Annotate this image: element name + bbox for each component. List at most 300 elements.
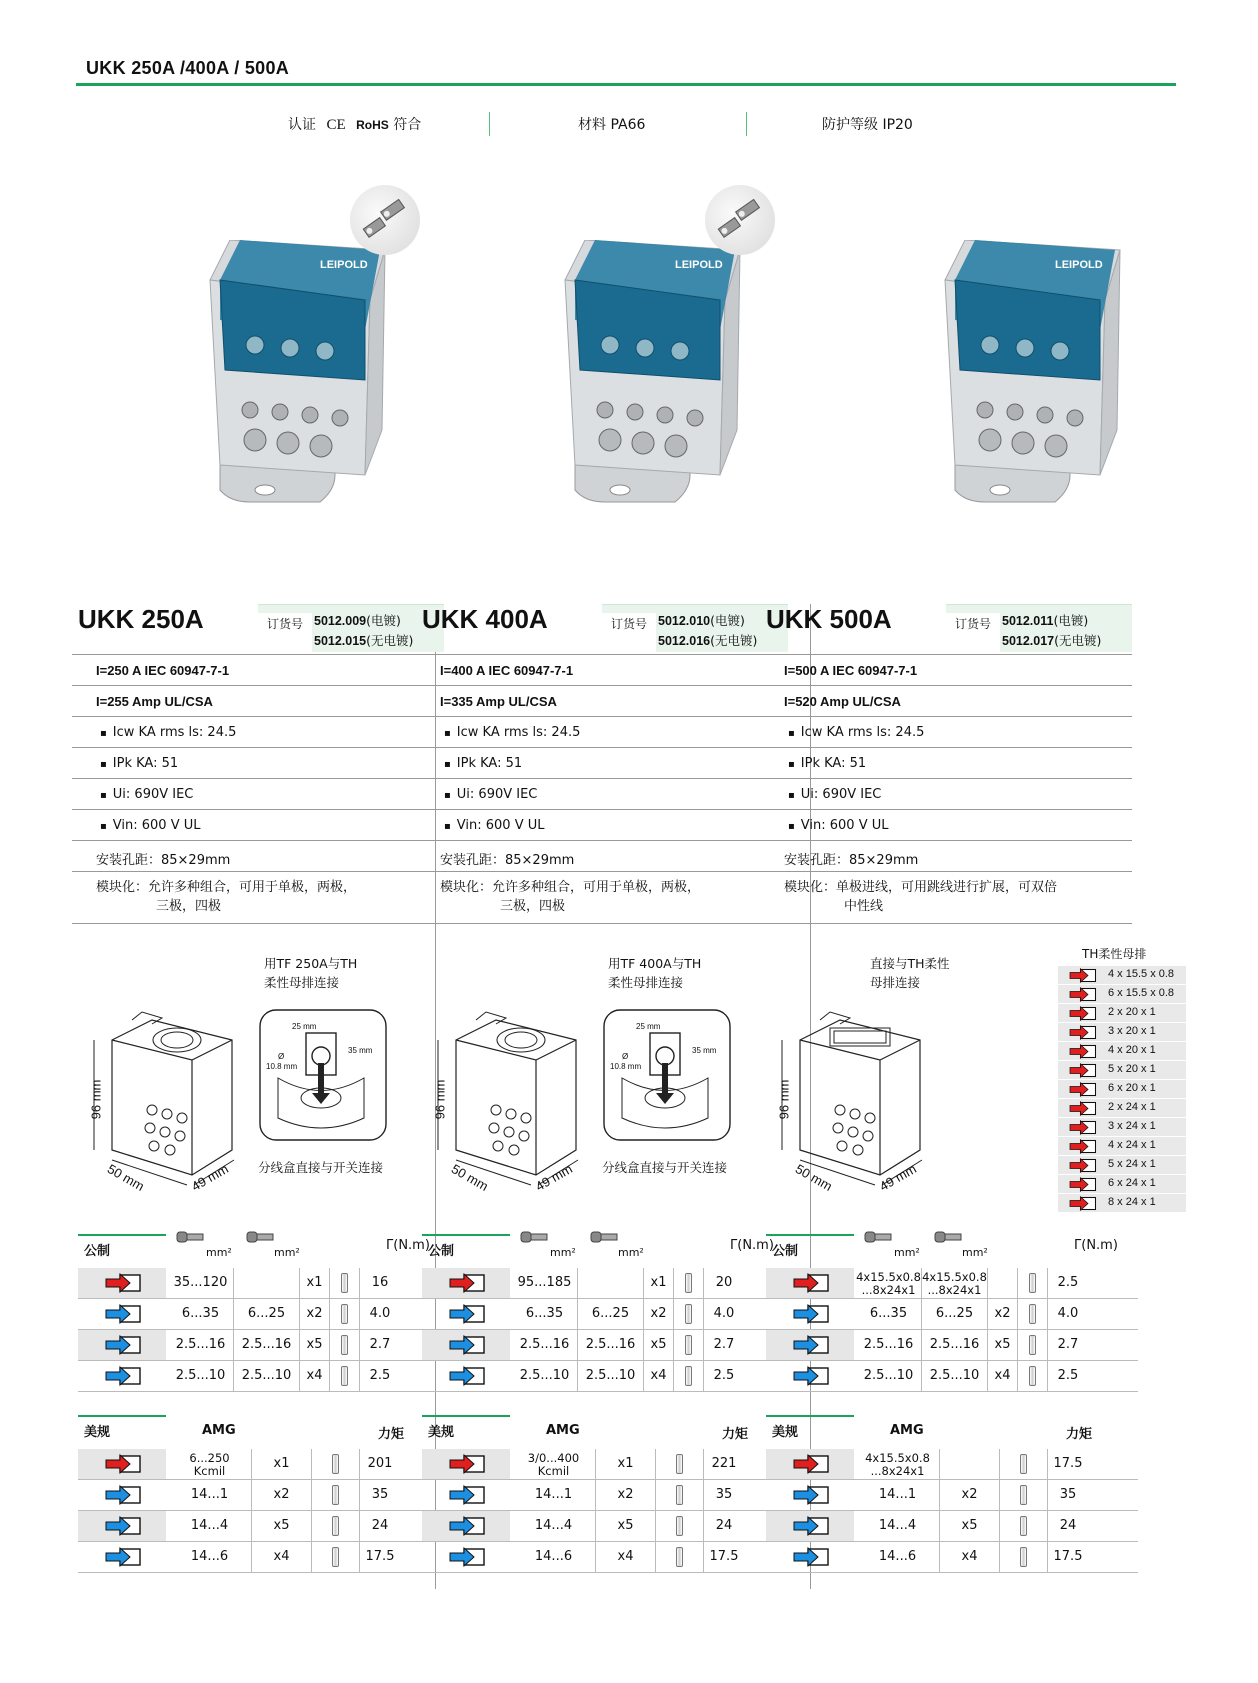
spec-modular-line: 模块化：允许多种组合，可用于单极，两极， [96, 880, 357, 895]
torque-cell: 24 [715, 1518, 733, 1533]
metric-label: 公制 [84, 1244, 111, 1259]
pin-icon [332, 1454, 339, 1474]
ce-mark: CE [326, 117, 346, 133]
metric-table-header [422, 1232, 794, 1268]
torque-cell: 24 [371, 1518, 389, 1533]
cross-section-b [234, 1330, 300, 1360]
cross-section-value: 35...120 [173, 1275, 228, 1290]
spec-modular-line: 三极，四极 [156, 899, 222, 914]
lug-height: 35 mm [348, 1046, 373, 1055]
order-code: 5012.017 [1002, 634, 1055, 648]
caption-line: 用TF 400A与TH [608, 956, 702, 971]
input-arrow-icon [78, 1449, 166, 1479]
metric-table-header [766, 1232, 1138, 1268]
dim-depth: 50 mm [792, 1161, 835, 1194]
us-row [766, 1449, 1138, 1480]
brand-label: LEIPOLD [320, 259, 368, 271]
output-arrow-icon [766, 1330, 854, 1360]
pin-cell [1000, 1480, 1048, 1510]
th-busbar-item [1058, 1004, 1186, 1023]
cert-label: 认证 [288, 117, 316, 133]
caption-line: 柔性母排连接 [264, 975, 340, 990]
spec-list [72, 654, 444, 924]
pin-cell [312, 1480, 360, 1510]
torque-cell: 2.7 [713, 1337, 735, 1352]
screw-icon [176, 1230, 206, 1247]
metric-row [422, 1299, 794, 1330]
th-busbar-item [1058, 1175, 1186, 1194]
torque-cell: 20 [715, 1275, 733, 1290]
spec-mount: 安装孔距：85×29mm [760, 841, 1132, 872]
cross-section-value: 2.5...16 [175, 1337, 226, 1352]
dim-width: 49 mm [876, 1161, 919, 1194]
output-arrow-icon [766, 1299, 854, 1329]
torque-cell: 2.7 [369, 1337, 391, 1352]
metric-table-header [78, 1232, 450, 1268]
spec-ipk [760, 748, 1132, 779]
dimension-drawing [426, 1000, 586, 1194]
output-arrow-icon [766, 1361, 854, 1391]
cross-section-value: 95...185 [517, 1275, 572, 1290]
cross-section-value: ...8x24x1 [861, 1283, 916, 1297]
pin-icon [1029, 1273, 1036, 1293]
metric-row [78, 1330, 450, 1361]
order-note: (无电镀) [1054, 633, 1102, 648]
pin-cell [330, 1361, 360, 1391]
th-busbar-size: 4 x 24 x 1 [1108, 1139, 1156, 1151]
us-table-header [78, 1413, 450, 1449]
input-arrow-icon [422, 1268, 510, 1298]
pin-cell [312, 1542, 360, 1572]
awg-value: 14...4 [534, 1518, 573, 1533]
cross-section-b [578, 1361, 644, 1391]
model-title: UKK 500A [766, 604, 892, 634]
spec-ul: I=255 Amp UL/CSA [72, 686, 444, 717]
output-arrow-icon [78, 1542, 166, 1572]
us-row [422, 1480, 794, 1511]
spec-icw [760, 717, 1132, 748]
spec-ipk-text: IPk KA: 51 [800, 756, 867, 771]
th-busbar-size: 8 x 24 x 1 [1108, 1196, 1156, 1208]
count-cell: x1 [596, 1449, 656, 1479]
output-arrow-icon [766, 1511, 854, 1541]
th-busbar-item [1058, 985, 1186, 1004]
awg-cell [512, 1511, 596, 1541]
order-label: 订货号 [602, 613, 656, 653]
pin-cell [312, 1449, 360, 1479]
pin-cell [1018, 1268, 1048, 1298]
order-code: 5012.010 [658, 614, 711, 628]
th-busbar-item [1058, 1194, 1186, 1213]
input-arrow-icon [1064, 1196, 1100, 1215]
us-row [766, 1542, 1138, 1573]
amg-label: AMG [546, 1423, 580, 1438]
metric-row [766, 1299, 1138, 1330]
pin-cell [656, 1480, 704, 1510]
amg-label: AMG [202, 1423, 236, 1438]
diagram-caption [264, 954, 357, 992]
unit-label: mm² [550, 1246, 576, 1259]
product-photo [170, 240, 390, 510]
spec-icw [416, 717, 788, 748]
th-busbar-title: TH柔性母排 [1082, 947, 1147, 961]
torque-label: Γ(N.m) [386, 1238, 430, 1253]
spec-vin-text: Vin: 600 V UL [800, 818, 889, 833]
cross-section-b [234, 1361, 300, 1391]
awg-cell [168, 1542, 252, 1572]
dim-width: 49 mm [532, 1161, 575, 1194]
pin-icon [1020, 1516, 1027, 1536]
pin-cell [674, 1299, 704, 1329]
order-note: (电镀) [1053, 613, 1089, 628]
order-box [602, 604, 788, 652]
torque-cell: 201 [367, 1456, 393, 1471]
torque-cell: 221 [711, 1456, 737, 1471]
torque-cell: 17.5 [365, 1549, 395, 1564]
diagram-caption: 分线盒直接与开关连接 [602, 1160, 728, 1175]
count-cell: x5 [596, 1511, 656, 1541]
awg-cell [856, 1511, 940, 1541]
header-rule [78, 1234, 166, 1236]
pin-icon [676, 1454, 683, 1474]
header-rule [766, 1234, 854, 1236]
pin-cell [1000, 1511, 1048, 1541]
pin-icon [1029, 1335, 1036, 1355]
cross-section-b [234, 1299, 300, 1329]
torque-cell: 4.0 [713, 1306, 735, 1321]
screw-icon [934, 1230, 964, 1247]
count-cell: x2 [596, 1480, 656, 1510]
count-cell: x4 [596, 1542, 656, 1572]
th-busbar-item [1058, 1042, 1186, 1061]
dimension-drawing [82, 1000, 242, 1194]
header-rule [78, 1415, 166, 1417]
product-photo [905, 240, 1125, 510]
pin-cell [1018, 1361, 1048, 1391]
pin-icon [341, 1366, 348, 1386]
spec-list [760, 654, 1132, 924]
pin-cell [330, 1299, 360, 1329]
metric-row [766, 1361, 1138, 1392]
count-cell: x1 [644, 1268, 674, 1298]
brand-label: LEIPOLD [675, 259, 723, 271]
pin-cell [1018, 1330, 1048, 1360]
cable-lug-icon [350, 185, 420, 255]
caption-line: 直接与TH柔性 [870, 956, 950, 971]
cross-section-value: 4x15.5x0.8 [856, 1270, 921, 1284]
awg-value: 4x15.5x0.8 [865, 1451, 930, 1465]
output-arrow-icon [422, 1361, 510, 1391]
awg-value: Kcmil [537, 1464, 570, 1478]
metric-label: 公制 [428, 1244, 455, 1259]
output-arrow-icon [422, 1330, 510, 1360]
th-busbar-item [1058, 1099, 1186, 1118]
cross-section-value: 2.5...16 [863, 1337, 914, 1352]
screw-icon [864, 1230, 894, 1247]
pin-icon [1029, 1366, 1036, 1386]
input-arrow-icon [766, 1449, 854, 1479]
us-row [78, 1511, 450, 1542]
awg-value: Kcmil [193, 1464, 226, 1478]
awg-value: 14...6 [534, 1549, 573, 1564]
th-busbar-size: 6 x 15.5 x 0.8 [1108, 987, 1175, 999]
th-busbar-size: 3 x 24 x 1 [1108, 1120, 1156, 1132]
count-cell: x4 [988, 1361, 1018, 1391]
cross-section-value: 2.5...10 [929, 1368, 980, 1383]
spec-ul: I=335 Amp UL/CSA [416, 686, 788, 717]
page-title: UKK 250A /400A / 500A [86, 58, 290, 78]
us-row [422, 1542, 794, 1573]
us-row [766, 1480, 1138, 1511]
output-arrow-icon [422, 1542, 510, 1572]
awg-cell [856, 1449, 940, 1479]
order-note: (无电镀) [366, 633, 414, 648]
th-busbar-size: 2 x 24 x 1 [1108, 1101, 1156, 1113]
pin-icon [1020, 1485, 1027, 1505]
cross-section-b [578, 1268, 644, 1298]
cross-section-value: 2.5...16 [519, 1337, 570, 1352]
th-busbar-item [1058, 966, 1186, 985]
th-busbar-size: 6 x 24 x 1 [1108, 1177, 1156, 1189]
spec-modular [416, 872, 788, 924]
count-cell: x4 [252, 1542, 312, 1572]
count-cell: x5 [940, 1511, 1000, 1541]
torque-cell: 4.0 [369, 1306, 391, 1321]
output-arrow-icon [78, 1330, 166, 1360]
dim-width: 49 mm [188, 1161, 231, 1194]
spec-modular-line: 模块化：单极进线，可用跳线进行扩展，可双倍 [784, 880, 1058, 895]
pin-icon [341, 1335, 348, 1355]
pin-cell [674, 1330, 704, 1360]
us-table-header [422, 1413, 794, 1449]
torque-label: Γ(N.m) [1074, 1238, 1118, 1253]
unit-label: mm² [618, 1246, 644, 1259]
spec-modular-line: 模块化：允许多种组合，可用于单极，两极， [440, 880, 701, 895]
screw-icon [246, 1230, 276, 1247]
output-arrow-icon [78, 1299, 166, 1329]
th-busbar-size: 5 x 24 x 1 [1108, 1158, 1156, 1170]
pin-cell [674, 1361, 704, 1391]
torque-cell: 4.0 [1057, 1306, 1079, 1321]
awg-cell [168, 1511, 252, 1541]
spec-icw-text: Icw KA rms ls: 24.5 [800, 725, 925, 740]
cross-section-value: 2.5...10 [585, 1368, 636, 1383]
lug-width: 25 mm [636, 1022, 661, 1031]
spec-mount: 安装孔距：85×29mm [72, 841, 444, 872]
certification [288, 114, 421, 134]
metric-table [422, 1232, 794, 1392]
awg-value: 14...6 [190, 1549, 229, 1564]
lug-diameter: 10.8 mm [266, 1062, 298, 1071]
metric-table [78, 1232, 450, 1392]
cross-section-b [578, 1330, 644, 1360]
cross-section-value: 6...35 [181, 1306, 220, 1321]
dim-height: 96 mm [432, 1079, 448, 1120]
pin-icon [676, 1547, 683, 1567]
torque-cell: 35 [1059, 1487, 1077, 1502]
us-row [422, 1449, 794, 1480]
lug-connection-drawing [602, 1008, 732, 1147]
torque-cell: 2.7 [1057, 1337, 1079, 1352]
input-arrow-icon [78, 1268, 166, 1298]
pin-icon [332, 1516, 339, 1536]
spec-mount: 安装孔距：85×29mm [416, 841, 788, 872]
spec-ui [72, 779, 444, 810]
brand-label: LEIPOLD [1055, 259, 1103, 271]
cross-section-a [512, 1330, 578, 1360]
us-row [78, 1480, 450, 1511]
torque-cell: 2.5 [1057, 1275, 1079, 1290]
awg-value: 14...1 [190, 1487, 229, 1502]
lug-dia-symbol: Ø [278, 1052, 285, 1061]
th-busbar-size: 4 x 20 x 1 [1108, 1044, 1156, 1056]
awg-value: 6...250 [189, 1451, 230, 1465]
count-cell [940, 1449, 1000, 1479]
metric-row [766, 1330, 1138, 1361]
cross-section-b [234, 1268, 300, 1298]
cable-lug-icon [705, 185, 775, 255]
cross-section-a [856, 1299, 922, 1329]
spec-icw-text: Icw KA rms ls: 24.5 [112, 725, 237, 740]
cross-section-value: 2.5...16 [241, 1337, 292, 1352]
spec-separator [489, 112, 490, 136]
pin-cell [330, 1268, 360, 1298]
material: 材料 PA66 [578, 117, 646, 133]
pin-icon [1020, 1547, 1027, 1567]
awg-value: 14...6 [878, 1549, 917, 1564]
count-cell: x4 [300, 1361, 330, 1391]
metric-table [766, 1232, 1138, 1392]
spec-vin-text: Vin: 600 V UL [112, 818, 201, 833]
unit-label: mm² [962, 1246, 988, 1259]
count-cell: x2 [940, 1480, 1000, 1510]
cross-section-value: 6...35 [869, 1306, 908, 1321]
spec-ui [760, 779, 1132, 810]
metric-row [422, 1268, 794, 1299]
torque-label: 力矩 [1066, 1427, 1093, 1442]
unit-label: mm² [274, 1246, 300, 1259]
torque-cell: 2.5 [369, 1368, 391, 1383]
awg-value: ...8x24x1 [870, 1464, 925, 1478]
awg-cell [512, 1542, 596, 1572]
cross-section-a [856, 1361, 922, 1391]
dim-depth: 50 mm [448, 1161, 491, 1194]
awg-value: 3/0...400 [527, 1451, 580, 1465]
torque-cell: 17.5 [709, 1549, 739, 1564]
lug-dia-symbol: Ø [622, 1052, 629, 1061]
cross-section-value: 2.5...10 [241, 1368, 292, 1383]
output-arrow-icon [422, 1511, 510, 1541]
order-box [946, 604, 1132, 652]
order-codes [314, 611, 413, 651]
pin-cell [1000, 1542, 1048, 1572]
spec-vin [72, 810, 444, 841]
spec-ul: I=520 Amp UL/CSA [760, 686, 1132, 717]
cross-section-a [856, 1268, 922, 1298]
count-cell: x1 [252, 1449, 312, 1479]
awg-cell [512, 1449, 596, 1479]
pin-cell [656, 1542, 704, 1572]
spec-ipk [72, 748, 444, 779]
count-cell: x2 [300, 1299, 330, 1329]
count-cell [988, 1268, 1018, 1298]
protection: 防护等级 IP20 [822, 117, 913, 133]
output-arrow-icon [766, 1542, 854, 1572]
count-cell: x5 [988, 1330, 1018, 1360]
awg-value: 14...1 [878, 1487, 917, 1502]
dim-depth: 50 mm [104, 1161, 147, 1194]
input-arrow-icon [766, 1268, 854, 1298]
cross-section-b [922, 1330, 988, 1360]
diagram-caption [608, 954, 701, 992]
order-codes [1002, 611, 1101, 651]
th-busbar-item [1058, 1023, 1186, 1042]
pin-icon [685, 1304, 692, 1324]
header-rule [766, 1415, 854, 1417]
us-row [78, 1542, 450, 1573]
pin-icon [685, 1366, 692, 1386]
awg-cell [168, 1480, 252, 1510]
order-note: (电镀) [710, 613, 745, 628]
spec-ipk-text: IPk KA: 51 [112, 756, 179, 771]
dimension-drawing [770, 1000, 930, 1194]
pin-cell [312, 1511, 360, 1541]
spec-ui-text: Ui: 690V IEC [456, 787, 538, 802]
torque-label: 力矩 [722, 1427, 749, 1442]
cross-section-b [922, 1268, 988, 1298]
pin-icon [341, 1304, 348, 1324]
diagram-caption: 分线盒直接与开关连接 [258, 1160, 384, 1175]
cross-section-b [922, 1361, 988, 1391]
pin-cell [1000, 1449, 1048, 1479]
spec-vin-text: Vin: 600 V UL [456, 818, 545, 833]
cross-section-a [512, 1268, 578, 1298]
th-busbar-size: 4 x 15.5 x 0.8 [1108, 968, 1175, 980]
th-busbar-item [1058, 1137, 1186, 1156]
pin-cell [1018, 1299, 1048, 1329]
count-cell: x5 [300, 1330, 330, 1360]
screw-icon [520, 1230, 550, 1247]
us-table [78, 1413, 450, 1573]
screw-icon [590, 1230, 620, 1247]
cross-section-value: 2.5...10 [175, 1368, 226, 1383]
th-busbar-list [1058, 966, 1186, 1213]
count-cell: x4 [940, 1542, 1000, 1572]
th-busbar-size: 2 x 20 x 1 [1108, 1006, 1156, 1018]
order-code: 5012.009 [314, 614, 367, 628]
pin-icon [1020, 1454, 1027, 1474]
cross-section-a [168, 1330, 234, 1360]
pin-icon [685, 1273, 692, 1293]
torque-cell: 24 [1059, 1518, 1077, 1533]
model-title: UKK 250A [78, 604, 204, 634]
cross-section-a [512, 1299, 578, 1329]
metric-label: 公制 [772, 1244, 799, 1259]
th-busbar-item [1058, 1080, 1186, 1099]
count-cell: x2 [252, 1480, 312, 1510]
us-table [766, 1413, 1138, 1573]
metric-row [766, 1268, 1138, 1299]
lug-diameter: 10.8 mm [610, 1062, 642, 1071]
output-arrow-icon [78, 1480, 166, 1510]
count-cell: x5 [644, 1330, 674, 1360]
us-label: 美规 [428, 1425, 455, 1440]
count-cell: x2 [644, 1299, 674, 1329]
caption-line: 用TF 250A与TH [264, 956, 358, 971]
th-busbar-size: 3 x 20 x 1 [1108, 1025, 1156, 1037]
metric-row [422, 1330, 794, 1361]
us-row [766, 1511, 1138, 1542]
